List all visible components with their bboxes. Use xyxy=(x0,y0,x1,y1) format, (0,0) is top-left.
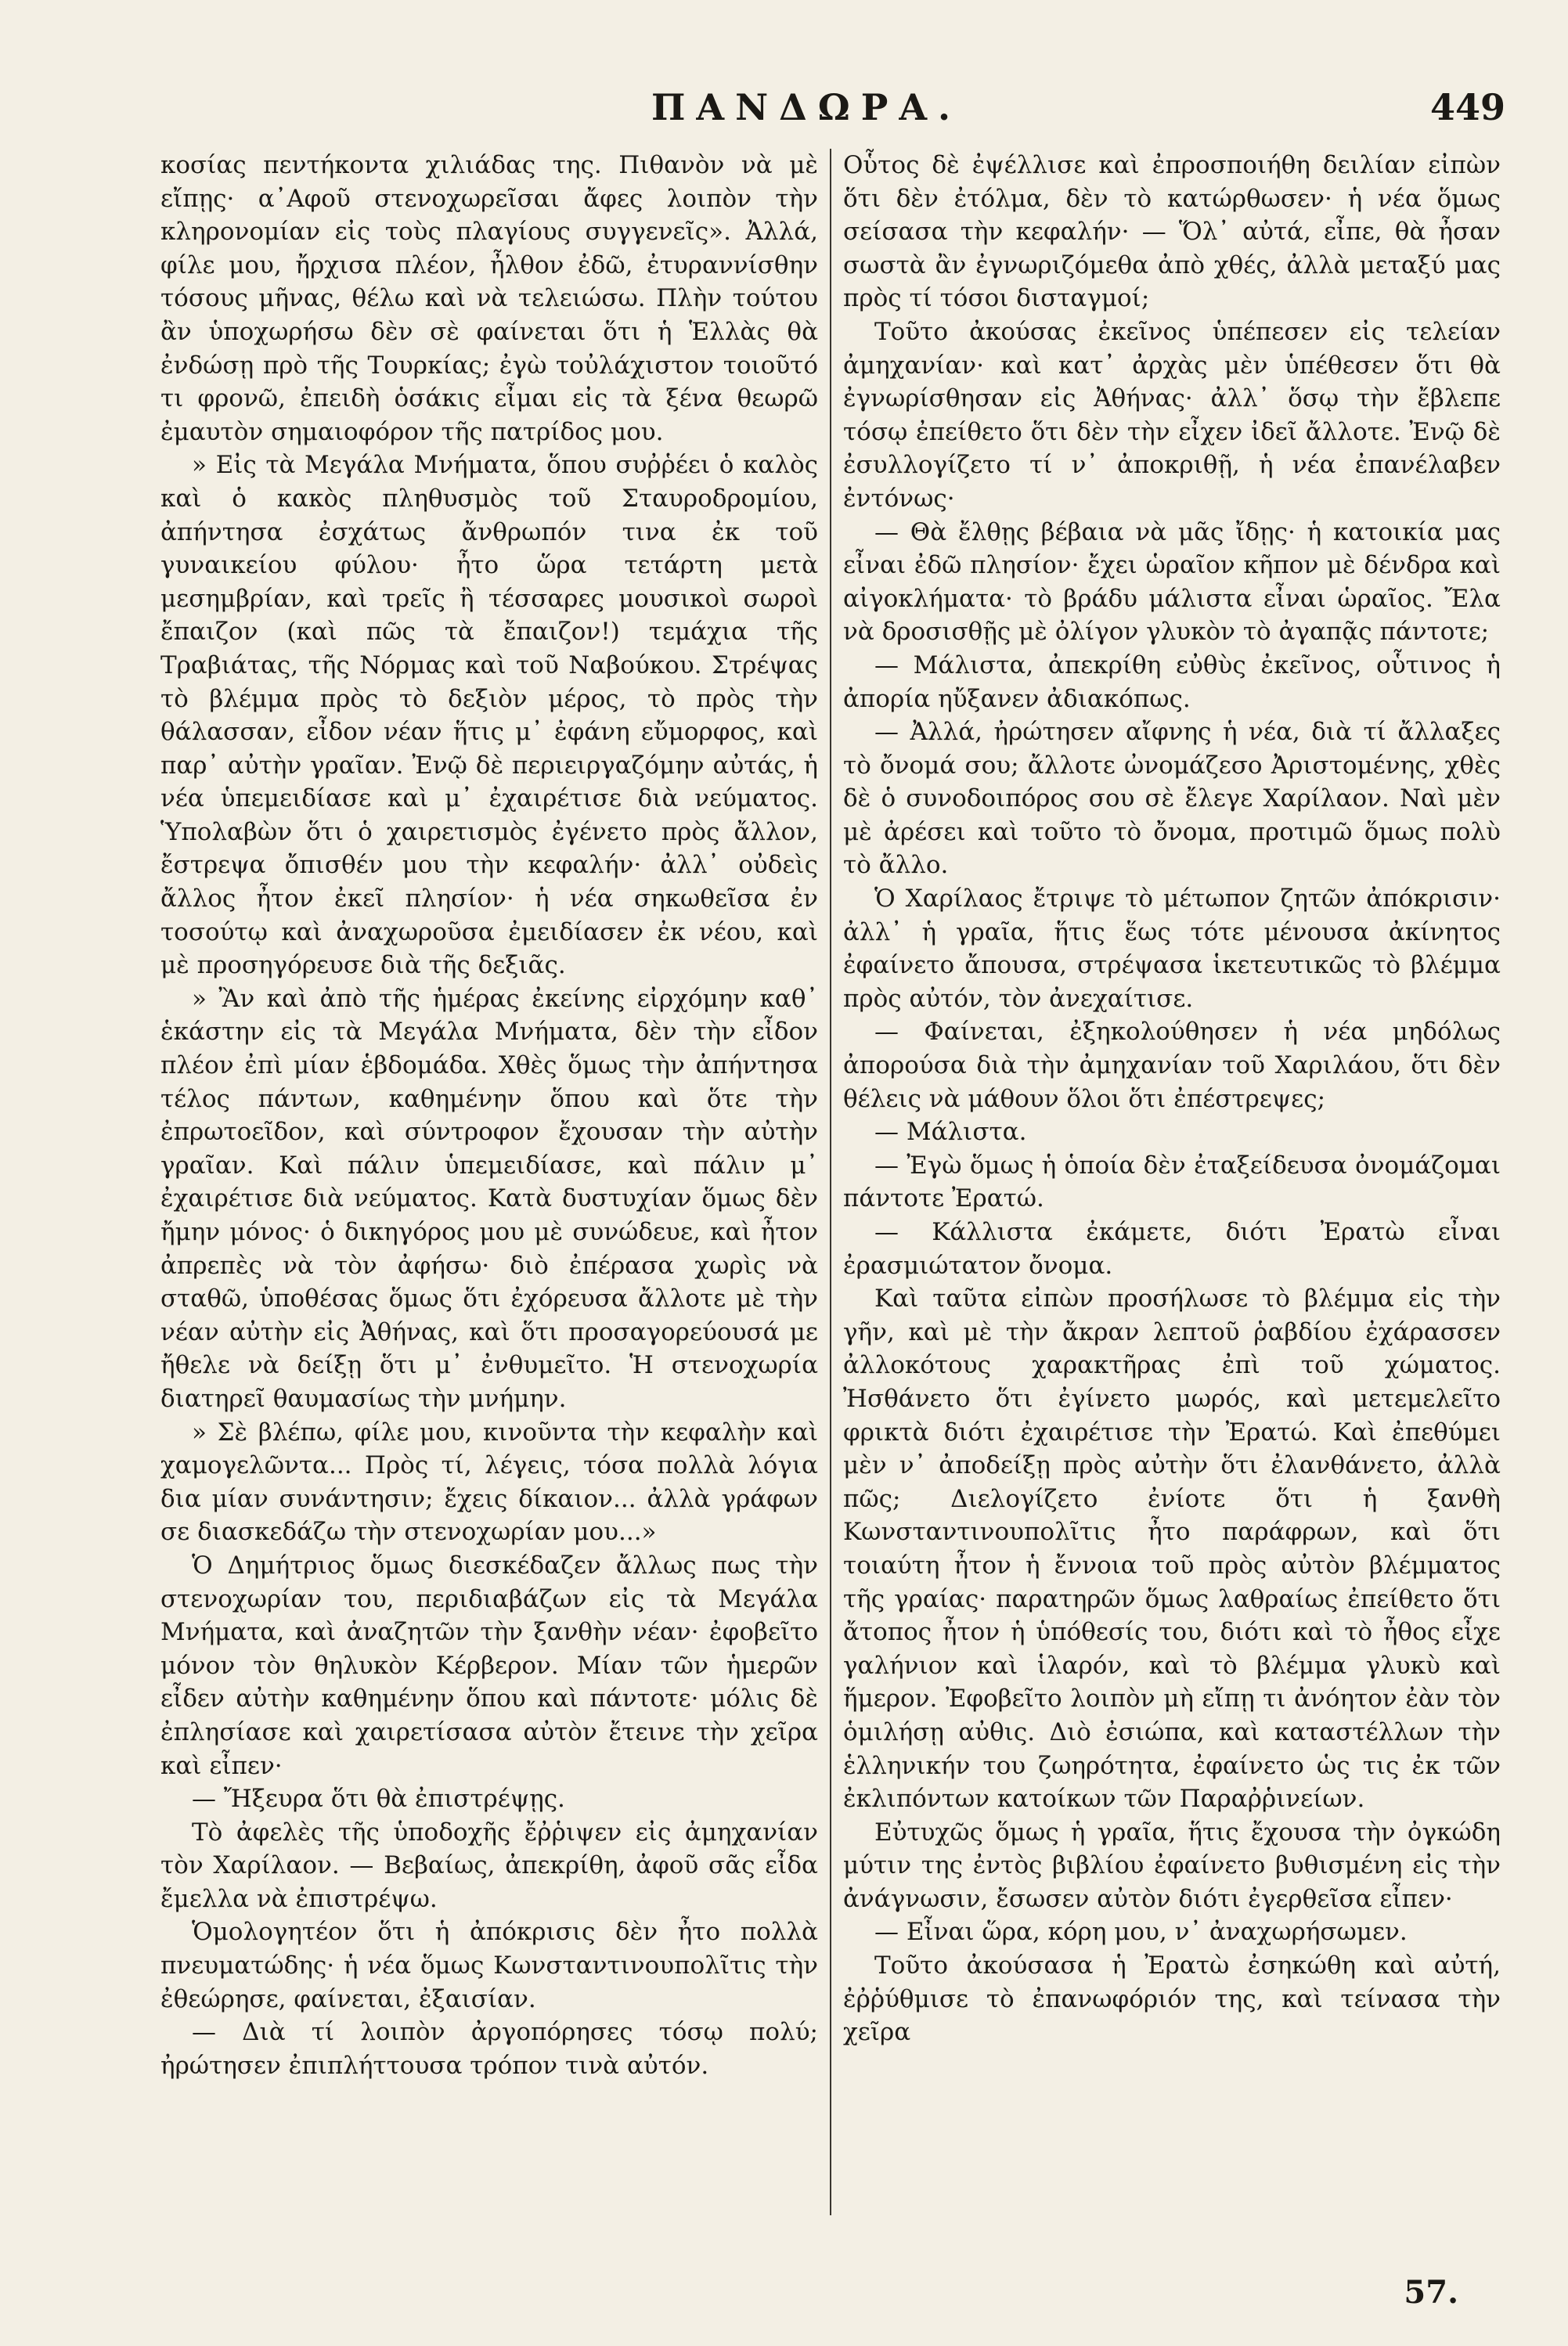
signature-mark: 57. xyxy=(1404,2274,1458,2311)
paragraph: » Εἰς τὰ Μεγάλα Μνήματα, ὅπου συῤῥέει ὁ καλὸς καὶ ὁ κακὸς πληθυσμὸς τοῦ Σταυροδρομίου, ἀπήντησα ἐσχάτως ἄνθρωπόν τινα ἐκ τοῦ γυναικείου φύλου· ἦτο ὥρα τετάρτη μετὰ μεσημβρίαν, καὶ τρεῖς ἢ τέσσαρες μουσικοὶ σωροὶ ἔπαιζον (καὶ πῶς τὰ ἔπαιζον!) τεμάχια τῆς Τραβιάτας, τῆς Νόρμας καὶ τοῦ Ναβούκου. Στρέψας τὸ βλέμμα πρὸς τὸ δεξιὸν μέρος, τὸ πρὸς τὴν θάλασσαν, εἶδον νέαν ἥτις μ᾽ ἐφάνη εὔμορφος, καὶ παρ᾽ αὐτὴν γραῖαν. Ἐνῷ δὲ περιειργαζόμην αὐτάς, ἡ νέα ὑπεμειδίασε καὶ μ᾽ ἐχαιρέτισε διὰ νεύματος. Ὑπολαβὼν ὅτι ὁ χαιρετισμὸς ἐγένετο πρὸς ἄλλον, ἔστρεψα ὄπισθέν μου τὴν κεφαλήν· ἀλλ᾽ οὐδεὶς ἄλλος ἦτον ἐκεῖ πλησίον· ἡ νέα σηκωθεῖσα ἐν τοσούτῳ καὶ ἀναχωροῦσα ἐμειδίασεν ἐκ νέου, καὶ μὲ προσηγόρευσε διὰ τῆς δεξιᾶς. xyxy=(160,451,818,980)
paragraph: Ὁ Χαρίλαος ἔτριψε τὸ μέτωπον ζητῶν ἀπόκρισιν· ἀλλ᾽ ἡ γραῖα, ἥτις ἕως τότε μένουσα ἀκίνητος ἐφαίνετο ἄπουσα, στρέψασα ἱκετευτικῶς τὸ βλέμμα πρὸς αὐτόν, τὸν ἀνεχαίτισε. xyxy=(843,885,1501,1013)
paragraph: κοσίας πεντήκοντα χιλιάδας της. Πιθανὸν νὰ μὲ εἴπῃς· α᾽Αφοῦ στενοχωρεῖσαι ἄφες λοιπὸν τὴν κληρονομίαν εἰς τοὺς πλαγίους συγγενεῖς». Ἀλλά, φίλε μου, ἤρχισα πλέον, ἦλθον ἐδῶ, ἐτυραννίσθην τόσους μῆνας, θέλω καὶ νὰ τελειώσω. Πλὴν τούτου ἂν ὑποχωρήσω δὲν σὲ φαίνεται ὅτι ἡ Ἑλλὰς θὰ ἐνδώσῃ πρὸ τῆς Τουρκίας; ἐγὼ τοὐλάχιστον τοιοῦτό τι φρονῶ, ἐπειδὴ ὁσάκις εἶμαι εἰς τὰ ξένα θεωρῶ ἐμαυτὸν σημαιοφόρον τῆς πατρίδος μου. xyxy=(160,151,818,446)
paragraph: — Θὰ ἔλθῃς βέβαια νὰ μᾶς ἴδῃς· ἡ κατοικία μας εἶναι ἐδῶ πλησίον· ἔχει ὡραῖον κῆπον μὲ δένδρα καὶ αἰγοκλήματα· τὸ βράδυ μάλιστα εἶναι ὡραῖος. Ἔλα νὰ δροσισθῇς μὲ ὀλίγον γλυκὸν τὸ ἀγαπᾷς πάντοτε; xyxy=(843,517,1501,647)
paragraph: — Διὰ τί λοιπὸν ἀργοπόρησες τόσῳ πολύ; ἠρώτησεν ἐπιπλήττουσα τρόπον τινὰ αὐτόν. xyxy=(160,2018,818,2080)
column-divider xyxy=(830,149,831,2215)
paragraph: — Κάλλιστα ἐκάμετε, διότι Ἐρατὼ εἶναι ἐρασμιώτατον ὄνομα. xyxy=(843,1218,1501,1280)
paragraph: Ὁμολογητέον ὅτι ἡ ἀπόκρισις δὲν ἦτο πολλὰ πνευματώδης· ἡ νέα ὅμως Κωνσταντινουπολῖτις τὴν ἐθεώρησε, φαίνεται, ἐξαισίαν. xyxy=(160,1918,818,2013)
paragraph: — Μάλιστα, ἀπεκρίθη εὐθὺς ἐκεῖνος, οὗτινος ἡ ἀπορία ηὔξανεν ἀδιακόπως. xyxy=(843,650,1501,713)
paragraph: — Φαίνεται, ἐξηκολούθησεν ἡ νέα μηδόλως ἀπορούσα διὰ τὴν ἀμηχανίαν τοῦ Χαριλάου, ὅτι δὲν θέλεις νὰ μάθουν ὅλοι ὅτι ἐπέστρεψες; xyxy=(843,1018,1501,1113)
paragraph: — Εἶναι ὥρα, κόρη μου, ν᾽ ἀναχωρήσωμεν. xyxy=(874,1918,1408,1947)
paragraph: — Ἀλλά, ἠρώτησεν αἴφνης ἡ νέα, διὰ τί ἄλλαξες τὸ ὄνομά σου; ἄλλοτε ὠνομάζεσο Ἀριστομένης, χθὲς δὲ ὁ συνοδοιπόρος σου σὲ ἔλεγε Χαρίλαον. Ναὶ μὲν μὲ ἀρέσει καὶ τοῦτο τὸ ὄνομα, προτιμῶ ὅμως πολὺ τὸ ἄλλο. xyxy=(843,718,1501,880)
paragraph: Καὶ ταῦτα εἰπὼν προσήλωσε τὸ βλέμμα εἰς τὴν γῆν, καὶ μὲ τὴν ἄκραν λεπτοῦ ῥαβδίου ἐχάρασσεν ἀλλοκότους χαρακτῆρας ἐπὶ τοῦ χώματος. Ἠσθάνετο ὅτι ἐγίνετο μωρός, καὶ μετεμελεῖτο φρικτὰ διότι ἐχαιρέτισε τὴν Ἐρατώ. Καὶ ἐπεθύμει μὲν ν᾽ ἀποδείξῃ πρὸς αὐτὴν ὅτι ἐλανθάνετο, ἀλλὰ πῶς; Διελογίζετο ἐνίοτε ὅτι ἡ ξανθὴ Κωνσταντινουπολῖτις ἦτο παράφρων, καὶ ὅτι τοιαύτη ἦτον ἡ ἔννοια τοῦ πρὸς αὐτὸν βλέμματος τῆς γραίας· παρατηρῶν ὅμως λαθραίως ἐπείθετο ὅτι ἄτοπος ἦτον ἡ ὑπόθεσίς του, διότι καὶ τὸ ἦθος εἶχε γαλήνιον καὶ ἱλαρόν, καὶ τὸ βλέμμα γλυκὺ καὶ ἥμερον. Ἐφοβεῖτο λοιπὸν μὴ εἴπῃ τι ἀνόητον ἐὰν τὸν ὁμιλήσῃ αὐθις. Διὸ ἐσιώπα, καὶ καταστέλλων τὴν ἑλληνικήν του ζωηρότητα, ἐφαίνετο ὡς τις ἐκ τῶν ἐκλιπόντων κατοίκων τῶν Παραῤῥινείων. xyxy=(843,1285,1501,1814)
running-title: ΠΑΝΔΩΡΑ. xyxy=(651,86,962,128)
paragraph: Τοῦτο ἀκούσας ἐκεῖνος ὑπέπεσεν εἰς τελείαν ἀμηχανίαν· καὶ κατ᾽ ἀρχὰς μὲν ὑπέθεσεν ὅτι θὰ ἐγνωρίσθησαν εἰς Ἀθήνας· ἀλλ᾽ ὅσῳ τὴν ἔβλεπε τόσῳ ἐπείθετο ὅτι δὲν τὴν εἶχεν ἰδεῖ ἄλλοτε. Ἐνῷ δὲ ἐσυλλογίζετο τί ν᾽ ἀποκριθῇ, ἡ νέα ἐπανέλαβεν ἐντόνως· xyxy=(843,317,1501,513)
right-column xyxy=(843,149,1501,2215)
paragraph: Τὸ ἀφελὲς τῆς ὑποδοχῆς ἔῤῥιψεν εἰς ἀμηχανίαν τὸν Χαρίλαον. — Βεβαίως, ἀπεκρίθη, ἀφοῦ σᾶς εἶδα ἔμελλα νὰ ἐπιστρέψω. xyxy=(160,1818,818,1913)
paragraph: — Ἤξευρα ὅτι θὰ ἐπιστρέψῃς. xyxy=(192,1785,565,1814)
paragraph: — Ἐγὼ ὅμως ἡ ὁποία δὲν ἐταξείδευσα ὀνομάζομαι πάντοτε Ἐρατώ. xyxy=(843,1151,1501,1213)
paragraph: Οὗτος δὲ ἐψέλλισε καὶ ἐπροσποιήθη δειλίαν εἰπὼν ὅτι δὲν ἐτόλμα, δὲν τὸ κατώρθωσεν· ἡ νέα ὅμως σείσασα τὴν κεφαλήν· — Ὅλ᾽ αὐτά, εἶπε, θὰ ἦσαν σωστὰ ἂν ἐγνωριζόμεθα ἀπὸ χθές, ἀλλὰ μεταξύ μας πρὸς τί τόσοι δισταγμοί; xyxy=(843,151,1501,313)
left-column xyxy=(160,149,818,2215)
paragraph: — Μάλιστα. xyxy=(874,1118,1027,1147)
paragraph: Ὁ Δημήτριος ὅμως διεσκέδαζεν ἄλλως πως τὴν στενοχωρίαν του, περιδιαβάζων εἰς τὰ Μεγάλα Μνήματα, καὶ ἀναζητῶν τὴν ξανθὴν νέαν· ἐφοβεῖτο μόνον τὸν θηλυκὸν Κέρβερον. Μίαν τῶν ἡμερῶν εἶδεν αὐτὴν καθημένην ὅπου καὶ πάντοτε· μόλις δὲ ἐπλησίασε καὶ χαιρετίσασα αὐτὸν ἔτεινε τὴν χεῖρα καὶ εἶπεν· xyxy=(160,1551,818,1780)
paragraph: Εὐτυχῶς ὅμως ἡ γραῖα, ἥτις ἔχουσα τὴν ὀγκώδη μύτιν της ἐντὸς βιβλίου ἐφαίνετο βυθισμένη εἰς τὴν ἀνάγνωσιν, ἔσωσεν αὐτὸν διότι ἐγερθεῖσα εἶπεν· xyxy=(843,1818,1501,1913)
page-header xyxy=(0,86,1568,141)
page-number: 449 xyxy=(1429,86,1505,128)
paragraph: » Ἂν καὶ ἀπὸ τῆς ἡμέρας ἐκείνης εἰρχόμην καθ᾽ ἑκάστην εἰς τὰ Μεγάλα Μνήματα, δὲν τὴν εἶδον πλέον ἐπὶ μίαν ἑβδομάδα. Χθὲς ὅμως τὴν ἀπήντησα τέλος πάντων, καθημένην ὅπου καὶ ὅτε τὴν ἐπρωτοεῖδον, καὶ σύντροφον ἔχουσαν τὴν αὐτὴν γραῖαν. Καὶ πάλιν ὑπεμειδίασε, καὶ πάλιν μ᾽ ἐχαιρέτισε διὰ νεύματος. Κατὰ δυστυχίαν ὅμως δὲν ἤμην μόνος· ὁ δικηγόρος μου μὲ συνώδευε, καὶ ἦτον ἀπρεπὲς νὰ τὸν ἀφήσω· διὸ ἐπέρασα χωρὶς νὰ σταθῶ, ὑποθέσας ὅμως ὅτι ἐχόρευσα ἄλλοτε μὲ τὴν νέαν αὐτὴν εἰς Ἀθήνας, καὶ ὅτι προσαγορεύουσά με ἤθελε νὰ δείξῃ ὅτι μ᾽ ἐνθυμεῖτο. Ἡ στενοχωρία διατηρεῖ θαυμασίως τὴν μνήμην. xyxy=(160,984,818,1413)
paragraph: Τοῦτο ἀκούσασα ἡ Ἐρατὼ ἐσηκώθη καὶ αὐτή, ἐῤῥύθμισε τὸ ἐπανωφόριόν της, καὶ τείνασα τὴν χεῖρα xyxy=(843,1951,1501,2047)
paragraph: » Σὲ βλέπω, φίλε μου, κινοῦντα τὴν κεφαλὴν καὶ χαμογελῶντα... Πρὸς τί, λέγεις, τόσα πολλὰ λόγια δια μίαν συνάντησιν; ἔχεις δίκαιον... ἀλλὰ γράφων σε διασκεδάζω τὴν στενοχωρίαν μου...» xyxy=(160,1418,818,1547)
